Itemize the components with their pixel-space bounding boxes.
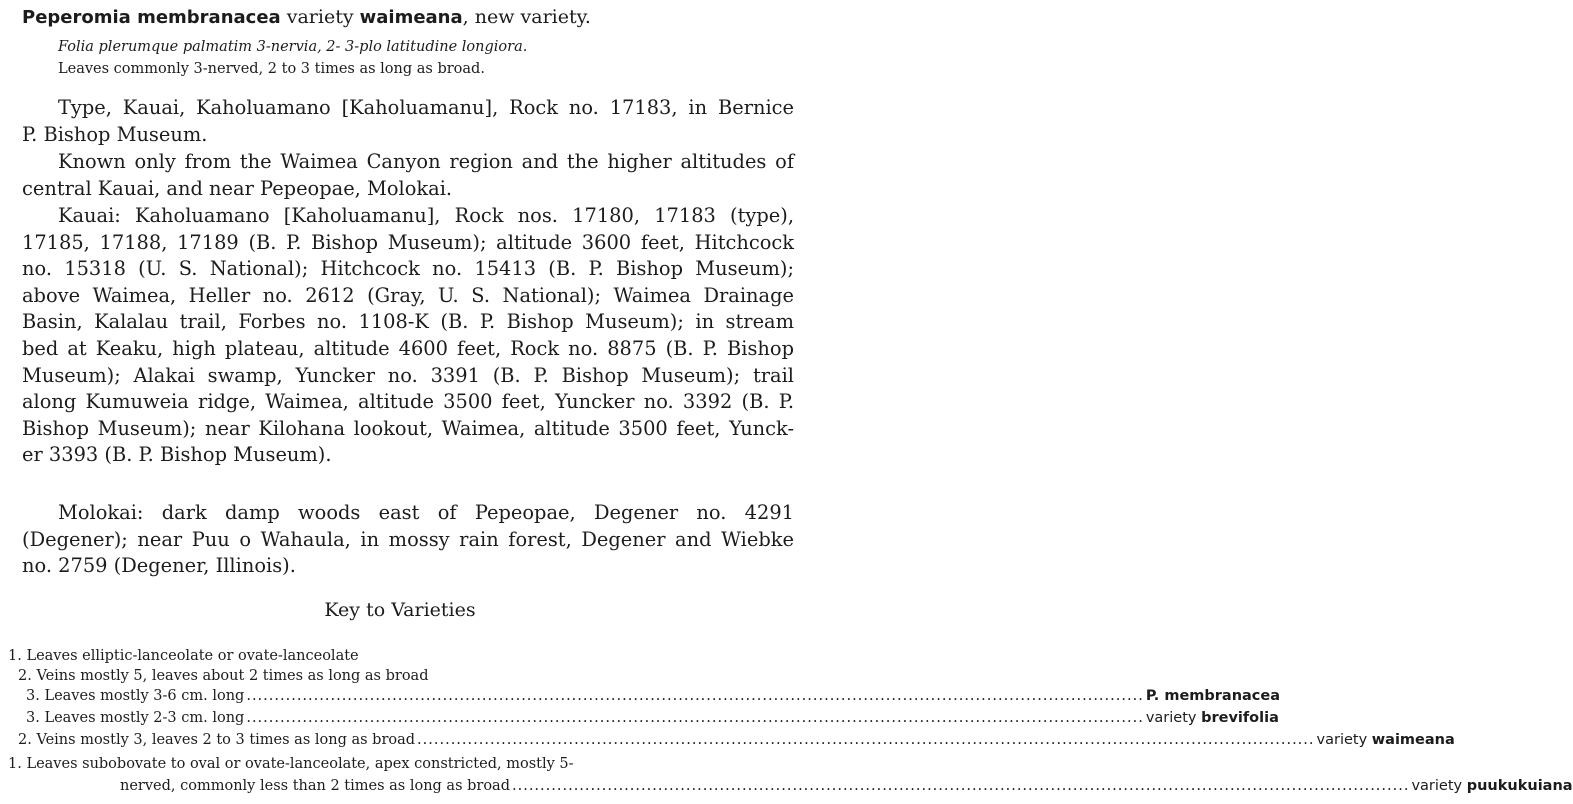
key-line-text: 1. Leaves elliptic-lanceolate or ovate-lanceolate: [8, 648, 359, 664]
type-paragraph: [22, 95, 794, 148]
molokai-specimens-paragraph: [22, 500, 794, 580]
leader-dots: ................................................................................................................................................................: [417, 732, 1315, 748]
key-line: [120, 778, 1573, 794]
result-variety-word: variety: [1316, 732, 1372, 748]
result-taxon: brevifolia: [1201, 710, 1279, 726]
known-paragraph: [22, 149, 794, 202]
text-line: no. 2759 (Degener, Illinois).: [22, 554, 296, 578]
text-line: bed at Keaku, high plateau, altitude 4600 feet, Rock no. 8875 (B. P. Bishop: [22, 336, 794, 360]
species-name: Peperomia membranacea: [22, 7, 281, 28]
result-taxon: puukukuiana: [1466, 778, 1573, 794]
text-line: Basin, Kalalau trail, Forbes no. 1108-K (B. P. Bishop Museum); in stream: [22, 310, 794, 334]
key-line: [26, 688, 1281, 704]
key-line-text: 3. Leaves mostly 2-3 cm. long: [26, 710, 245, 726]
english-diagnosis: Leaves commonly 3-nerved, 2 to 3 times as long as broad.: [58, 61, 485, 77]
variety-heading: [22, 6, 591, 28]
key-line-text: 3. Leaves mostly 3-6 cm. long: [26, 688, 245, 704]
result-taxon: waimeana: [1371, 732, 1455, 748]
key-result: [1146, 688, 1280, 704]
text-line: Bishop Museum); near Kilohana lookout, Waimea, altitude 3500 feet, Yunck-: [22, 416, 794, 440]
result-variety-word: variety: [1145, 710, 1202, 726]
text-line: Molokai: dark damp woods east of Pepeopae, Degener no. 4291: [58, 501, 794, 524]
text-line: Kauai: Kaholuamano [Kaholuamanu], Rock nos. 17180, 17183 (type),: [58, 204, 794, 227]
text-line: central Kauai, and near Pepeopae, Molokai.: [22, 176, 453, 200]
text-line: Type, Kauai, Kaholuamano [Kaholuamanu], Rock no. 17183, in Bernice: [58, 96, 794, 119]
key-line: [18, 668, 428, 684]
key-line-text: 2. Veins mostly 3, leaves 2 to 3 times as long as broad: [18, 732, 416, 748]
key-line-text: 2. Veins mostly 5, leaves about 2 times as long as broad: [18, 668, 429, 684]
result-variety-word: variety: [1411, 778, 1467, 794]
latin-diagnosis: Folia plerumque palmatim 3-nervia, 2- 3-plo latitudine longiora.: [58, 39, 528, 55]
key-line-text: 1. Leaves subobovate to oval or ovate-lanceolate, apex constricted, mostly 5-: [8, 756, 574, 772]
text-line: Known only from the Waimea Canyon region and the higher altitudes of: [58, 150, 794, 173]
leader-dots: ................................................................................................................................................................: [246, 710, 1144, 726]
text-line: Museum); Alakai swamp, Yuncker no. 3391 (B. P. Bishop Museum); trail: [22, 363, 794, 387]
kauai-specimens-paragraph: [22, 203, 794, 469]
leader-dots: ................................................................................................................................................................: [246, 688, 1144, 704]
key-result: [1411, 778, 1572, 794]
key-line: [18, 732, 1455, 748]
leader-dots: ................................................................................................................................................................: [512, 778, 1410, 794]
text-line: no. 15318 (U. S. National); Hitchcock no. 15413 (B. P. Bishop Museum);: [22, 257, 794, 281]
key-result: [1146, 710, 1279, 726]
text-line: P. Bishop Museum.: [22, 122, 208, 146]
text-line: er 3393 (B. P. Bishop Museum).: [22, 443, 332, 467]
key-line: [26, 710, 1279, 726]
new-variety-label: , new variety.: [462, 6, 591, 28]
key-line: [8, 648, 359, 664]
text-line: along Kumuweia ridge, Waimea, altitude 3500 feet, Yuncker no. 3392 (B. P.: [22, 390, 794, 414]
text-line: 17185, 17188, 17189 (B. P. Bishop Museum); altitude 3600 feet, Hitchcock: [22, 230, 794, 254]
result-taxon: P. membranacea: [1145, 688, 1281, 704]
text-line: (Degener); near Puu o Wahaula, in mossy rain forest, Degener and Wiebke: [22, 527, 794, 551]
key-result: [1317, 732, 1455, 748]
text-line: above Waimea, Heller no. 2612 (Gray, U. S. National); Waimea Drainage: [22, 283, 794, 307]
key-line: [8, 756, 574, 772]
key-title: Key to Varieties: [324, 599, 476, 621]
key-line-text: nerved, commonly less than 2 times as long as broad: [120, 778, 510, 794]
variety-name: waimeana: [359, 7, 463, 28]
variety-word: variety: [280, 6, 360, 28]
